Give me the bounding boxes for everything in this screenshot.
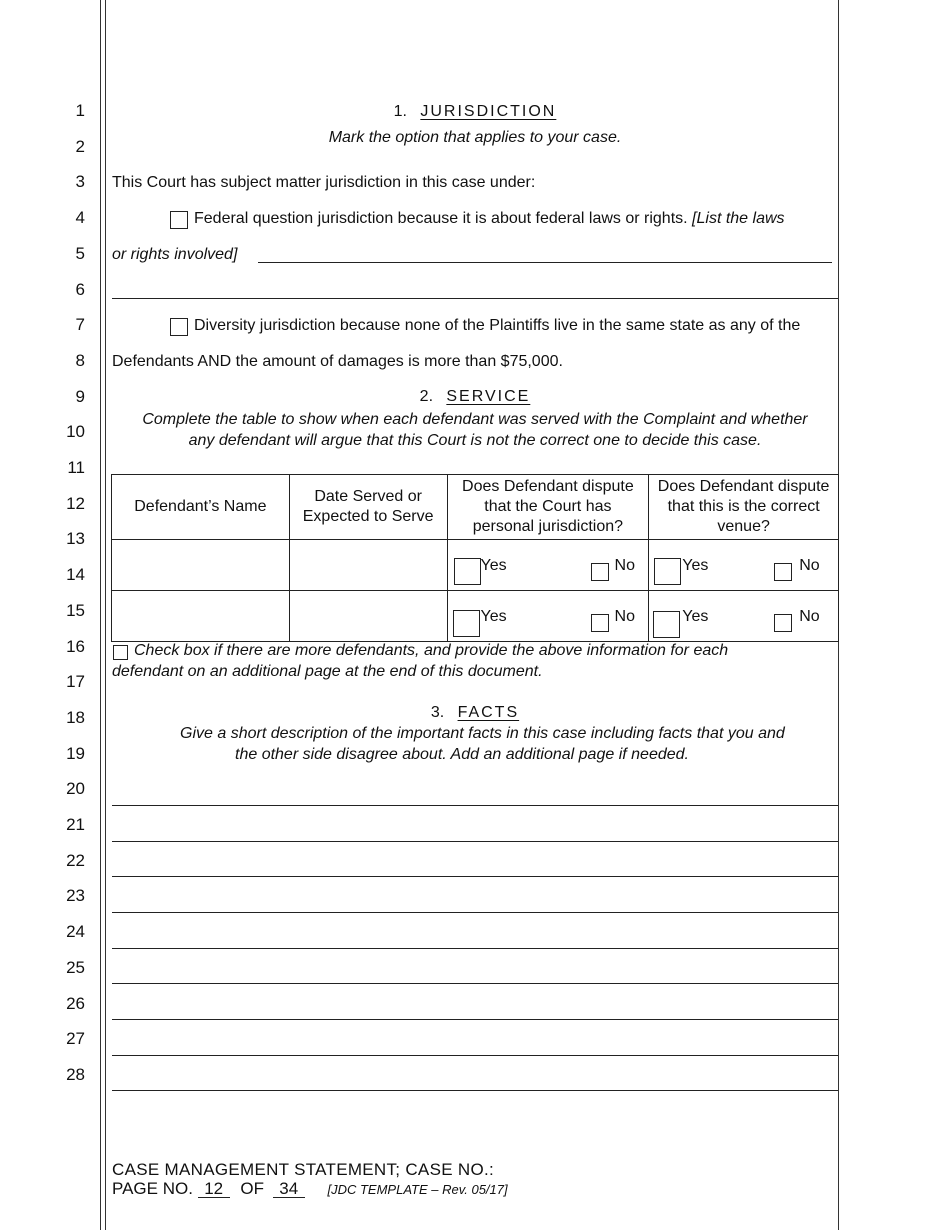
section-title: FACTS — [457, 704, 520, 721]
jurisdiction-intro: This Court has subject matter jurisdiction in this case under: — [112, 174, 536, 191]
section-number: 2. — [419, 388, 434, 405]
no-checkbox[interactable] — [774, 563, 792, 581]
line-number: 19 — [66, 744, 85, 763]
line-number: 11 — [67, 458, 85, 477]
no-checkbox[interactable] — [774, 614, 792, 632]
facts-answer-line[interactable] — [112, 841, 838, 842]
line-number: 4 — [75, 208, 85, 227]
line-number: 25 — [66, 958, 85, 977]
facts-instruction-1: Give a short description of the important facts in this case including facts that you and — [180, 725, 785, 742]
yes-checkbox[interactable] — [653, 611, 680, 638]
footer-page-line — [112, 1179, 508, 1200]
section-number: 3. — [430, 704, 445, 721]
diversity-checkbox[interactable] — [170, 318, 188, 336]
yes-checkbox[interactable] — [454, 558, 481, 585]
line-number: 5 — [75, 244, 85, 263]
yes-label: Yes — [682, 557, 709, 574]
line-number: 18 — [66, 708, 85, 727]
yes-checkbox[interactable] — [654, 558, 681, 585]
left-margin-rule-inner — [105, 0, 106, 1230]
line-number: 1 — [75, 101, 85, 120]
page-total: 34 — [273, 1180, 305, 1198]
jurisdiction-heading — [112, 102, 838, 122]
service-table — [111, 474, 839, 642]
line-number: 16 — [66, 637, 85, 656]
table-row — [112, 540, 839, 591]
facts-answer-line[interactable] — [112, 805, 838, 806]
facts-answer-line[interactable] — [112, 876, 838, 877]
line-number: 8 — [75, 351, 85, 370]
line-number: 6 — [75, 280, 85, 299]
facts-answer-line[interactable] — [112, 1090, 838, 1091]
diversity-label: Diversity jurisdiction because none of the Plaintiffs live in the same state as any of the — [194, 317, 801, 334]
more-defendants-checkbox[interactable] — [113, 645, 128, 660]
line-number: 14 — [66, 565, 85, 584]
yes-label: Yes — [480, 608, 507, 625]
facts-answer-line[interactable] — [112, 912, 838, 913]
laws-answer-line-2[interactable] — [112, 298, 838, 299]
page-label: PAGE NO. — [112, 1179, 193, 1198]
federal-question-label — [194, 209, 785, 229]
line-number: 7 — [75, 315, 85, 334]
no-label: No — [799, 557, 820, 574]
facts-answer-line[interactable] — [112, 948, 838, 949]
line-number: 23 — [66, 886, 85, 905]
section-title: SERVICE — [446, 388, 531, 405]
line-number: 3 — [75, 172, 85, 191]
facts-instruction-2: the other side disagree about. Add an additional page if needed. — [235, 746, 689, 763]
federal-question-hint-continued: or rights involved] — [112, 246, 238, 263]
federal-question-checkbox[interactable] — [170, 211, 188, 229]
no-label: No — [614, 608, 635, 625]
no-checkbox[interactable] — [591, 614, 609, 632]
jurisdiction-instruction: Mark the option that applies to your case. — [328, 129, 622, 146]
line-number: 28 — [66, 1065, 85, 1084]
page-number: 12 — [198, 1180, 230, 1198]
line-number: 22 — [66, 851, 85, 870]
yes-checkbox[interactable] — [453, 610, 480, 637]
column-header: Does Defendant dispute that the Court has personal jurisdiction? — [447, 475, 649, 540]
line-number: 27 — [66, 1029, 85, 1048]
venue-cell — [649, 540, 839, 591]
section-title: JURISDICTION — [420, 103, 557, 120]
of-label: OF — [240, 1179, 265, 1198]
personal-jurisdiction-cell — [447, 540, 649, 591]
laws-answer-line[interactable] — [258, 262, 832, 263]
venue-cell — [649, 591, 839, 642]
column-header: Date Served or Expected to Serve — [289, 475, 447, 540]
line-number: 10 — [66, 422, 85, 441]
facts-answer-line[interactable] — [112, 1055, 838, 1056]
column-header: Does Defendant dispute that this is the correct venue? — [649, 475, 839, 540]
line-number: 13 — [66, 529, 85, 548]
defendant-name-cell[interactable] — [112, 591, 290, 642]
federal-question-text: Federal question jurisdiction because it is about federal laws or rights. — [194, 210, 688, 227]
table-header-row — [112, 475, 839, 540]
line-number: 12 — [66, 494, 85, 513]
line-number: 24 — [66, 922, 85, 941]
personal-jurisdiction-cell — [447, 591, 649, 642]
facts-answer-line[interactable] — [112, 983, 838, 984]
line-number: 15 — [66, 601, 85, 620]
column-header: Defendant’s Name — [112, 475, 290, 540]
more-defendants-text-2: defendant on an additional page at the end of this document. — [112, 663, 543, 680]
facts-answer-line[interactable] — [112, 1019, 838, 1020]
no-checkbox[interactable] — [591, 563, 609, 581]
federal-question-hint: [List the laws — [692, 210, 785, 227]
no-label: No — [799, 608, 820, 625]
line-number: 26 — [66, 994, 85, 1013]
line-number: 21 — [66, 815, 85, 834]
line-number: 2 — [75, 137, 85, 156]
diversity-label-continued: Defendants AND the amount of damages is more than $75,000. — [112, 353, 563, 370]
left-margin-rule-outer — [100, 0, 101, 1230]
no-label: No — [614, 557, 635, 574]
facts-heading — [112, 703, 838, 723]
line-number: 9 — [75, 387, 85, 406]
section-number: 1. — [393, 103, 407, 120]
more-defendants-text-1: Check box if there are more defendants, and provide the above information for each — [134, 642, 729, 659]
line-number: 17 — [66, 672, 85, 691]
footer-title: CASE MANAGEMENT STATEMENT; CASE NO.: — [112, 1160, 495, 1179]
yes-label: Yes — [682, 608, 709, 625]
defendant-name-cell[interactable] — [112, 540, 290, 591]
yes-label: Yes — [480, 557, 507, 574]
service-heading — [112, 387, 838, 407]
line-number: 20 — [66, 779, 85, 798]
template-revision: [JDC TEMPLATE – Rev. 05/17] — [327, 1182, 508, 1197]
service-instruction-1: Complete the table to show when each defendant was served with the Complaint and whether — [142, 411, 808, 428]
date-served-cell[interactable] — [289, 591, 447, 642]
service-instruction-2: any defendant will argue that this Court is not the correct one to decide this case. — [188, 432, 762, 449]
table-row — [112, 591, 839, 642]
date-served-cell[interactable] — [289, 540, 447, 591]
